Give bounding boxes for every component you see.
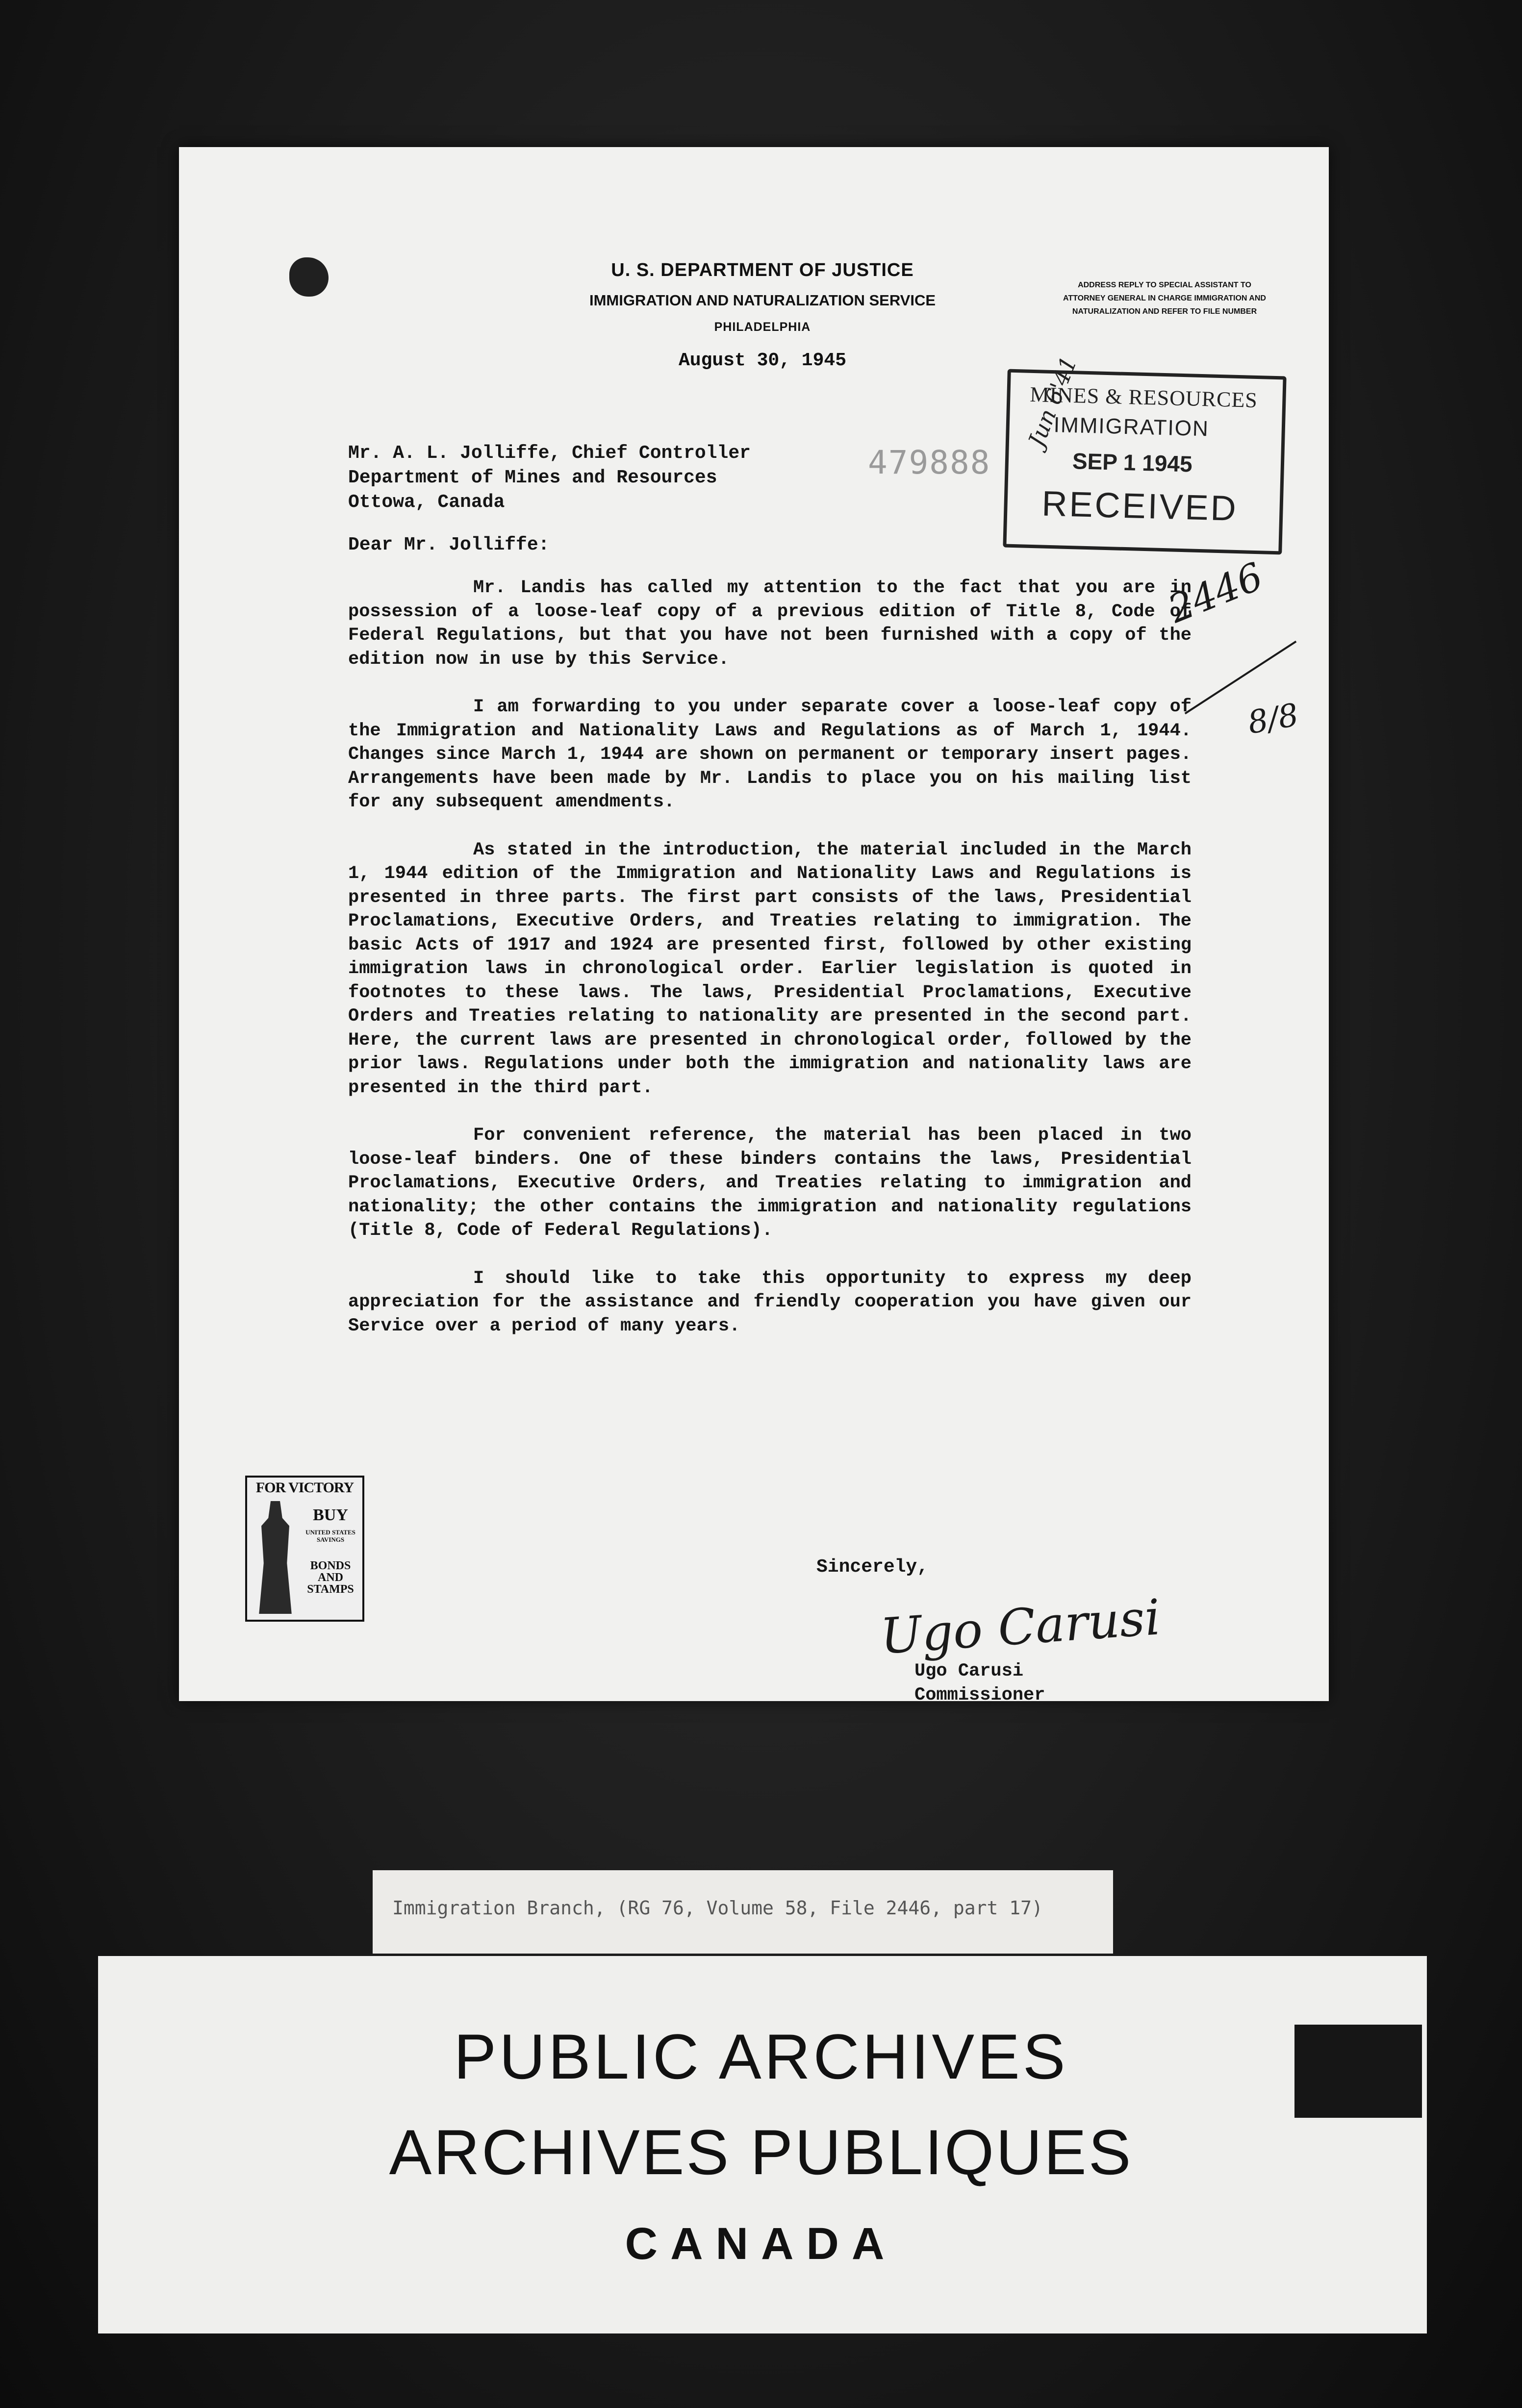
- handwritten-initials: 8/8: [1245, 697, 1301, 742]
- stamp-branch: IMMIGRATION: [1053, 413, 1210, 441]
- paragraph: Mr. Landis has called my attention to the fact that you are in possession of a loose-leaf copy of a previous edition of Title 8, Code of Federal Regulations, but that you have not been furnished with a copy of the edition now in use by this Service.: [348, 577, 1192, 670]
- stamp-received: RECEIVED: [1041, 484, 1239, 528]
- reference-text: Immigration Branch, (RG 76, Volume 58, File 2446, part 17): [392, 1897, 1043, 1919]
- letterhead: [493, 260, 1032, 371]
- department-name: U. S. DEPARTMENT OF JUSTICE: [611, 260, 914, 280]
- address-line: Mr. A. L. Jolliffe, Chief Controller: [348, 443, 751, 464]
- closing: Sincerely,: [816, 1556, 929, 1578]
- signer-name: Ugo Carusi: [914, 1661, 1024, 1681]
- stamp-date: SEP 1 1945: [1072, 448, 1193, 477]
- address-line: Department of Mines and Resources: [348, 467, 717, 488]
- signer-block: [914, 1659, 1045, 1707]
- poster-bonds: BONDS AND STAMPS: [307, 1559, 354, 1596]
- archive-country: CANADA: [625, 2219, 897, 2269]
- paragraph: I should like to take this opportunity to express my deep appreciation for the assistance and friendly cooperation you have given our Service over a period of many years.: [348, 1268, 1192, 1336]
- stamp-department: MINES & RESOURCES: [1029, 382, 1258, 412]
- poster-slogan: FOR VICTORY: [255, 1480, 354, 1496]
- reply-instruction: ADDRESS REPLY TO SPECIAL ASSISTANT TO ATTORNEY GENERAL IN CHARGE IMMIGRATION AND NATURALIZATION AND REFER TO FILE NUMBER: [1063, 281, 1266, 316]
- paragraph: As stated in the introduction, the material included in the March 1, 1944 edition of the Immigration and Nationality Laws and Regulations is presented in three parts. The first part consists of the laws, Presidential Proclamations, Executive Orders, and Treaties relating to immigration. The basic Acts of 1917 and 1924 are presented first, followed by other existing immigration laws in chronological order. Earlier legislation is quoted in footnotes to these laws. The laws, Presidential Proclamations, Executive Orders and Treaties relating to nationality are presented in the second part. Here, the current laws are presented in chronological order, followed by the prior laws. Regulations under both the immigration and nationality laws are presented in the third part.: [348, 839, 1192, 1098]
- recipient-address: [348, 441, 751, 515]
- letter-body: [348, 576, 1192, 1362]
- service-name: IMMIGRATION AND NATURALIZATION SERVICE: [589, 292, 936, 309]
- received-stamp: [1003, 352, 1286, 555]
- address-line: Ottowa, Canada: [348, 492, 505, 513]
- stamp-handwriting: Jun 6'41: [1023, 352, 1082, 451]
- letter-date: August 30, 1945: [678, 350, 847, 371]
- letter-page: [179, 147, 1329, 1706]
- archive-title-fr: ARCHIVES PUBLIQUES: [389, 2116, 1133, 2188]
- paragraph: I am forwarding to you under separate cover a loose-leaf copy of the Immigration and Nationality Laws and Regulations as of March 1, 1944. Changes since March 1, 1944 are shown on permanent or temporary insert pages. Arrangements have been made by Mr. Landis to place you on his mailing list for any subsequent amendments.: [348, 697, 1192, 812]
- office-city: PHILADELPHIA: [714, 320, 811, 334]
- war-bonds-emblem: [245, 1476, 364, 1622]
- poster-small-text: UNITED STATES SAVINGS: [305, 1529, 355, 1543]
- poster-buy: BUY: [313, 1506, 348, 1524]
- paragraph: For convenient reference, the material has been placed in two loose-leaf binders. One of these binders contains the laws, Presidential Proclamations, Executive Orders, and Treaties relating to immigration and nationality; the other contains the immigration and nationality regulations (Title 8, Code of Federal Regulations).: [348, 1125, 1192, 1241]
- file-number: 479888: [868, 444, 991, 481]
- reference-label: [373, 1870, 1113, 1954]
- signer-title: Commissioner: [914, 1685, 1045, 1706]
- minuteman-icon: [252, 1501, 299, 1614]
- archive-title-en: PUBLIC ARCHIVES: [454, 2021, 1068, 2092]
- signature: Ugo Carusi: [878, 1588, 1163, 1665]
- punch-hole: [289, 257, 329, 297]
- handwritten-file-number: 2446: [1162, 554, 1269, 632]
- salutation: Dear Mr. Jolliffe:: [348, 534, 550, 555]
